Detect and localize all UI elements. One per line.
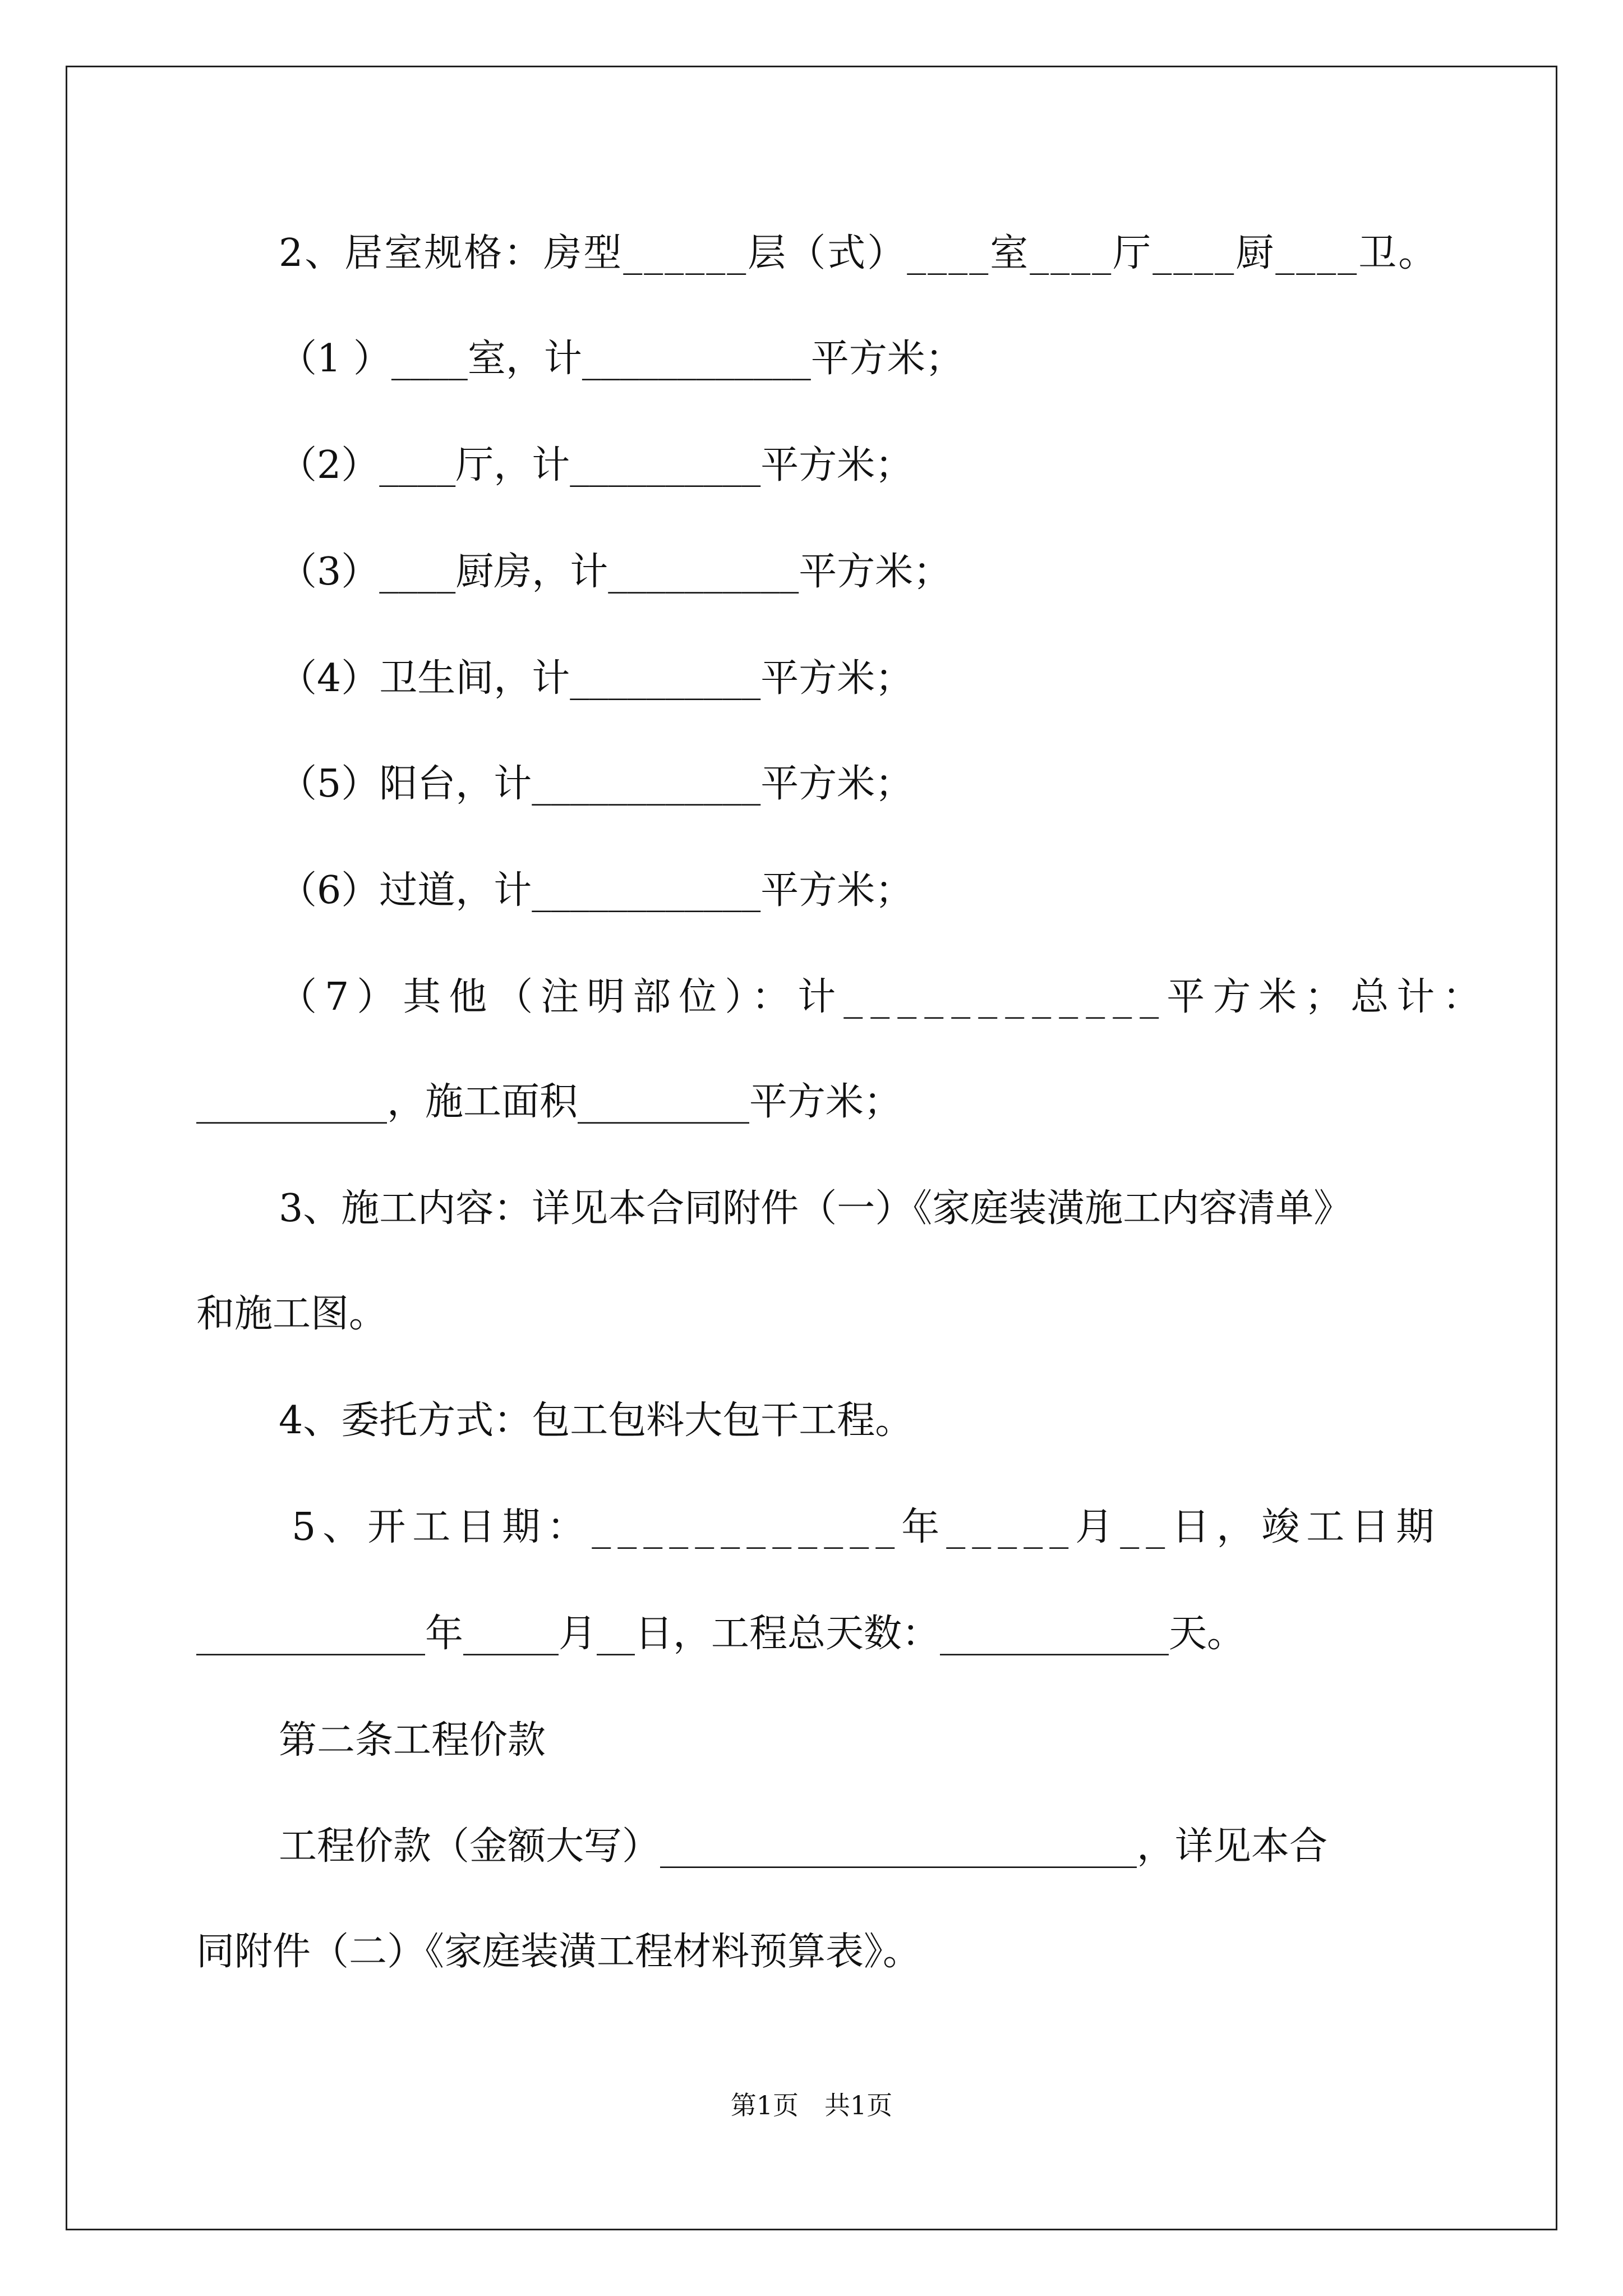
content-line: 3、施工内容：详见本合同附件（一）《家庭装潢施工内容清单》 xyxy=(279,1186,1352,1231)
price-line-cont: 同附件（二）《家庭装潢工程材料预算表》。 xyxy=(196,1930,921,1974)
price-line: 工程价款（金额大写）_________________________，详见本合 xyxy=(279,1824,1328,1869)
content-line-cont: 和施工图。 xyxy=(196,1292,388,1336)
article-two-heading: 第二条工程价款 xyxy=(279,1718,546,1763)
room-line-6: （6）过道，计____________平方米； xyxy=(279,868,914,913)
page-border xyxy=(66,66,1557,2230)
room-line-4: （4）卫生间，计__________平方米； xyxy=(279,656,914,701)
room-line-3: （3）____厨房，计__________平方米； xyxy=(279,550,952,594)
room-line-2: （2）____厅，计__________平方米； xyxy=(279,443,914,487)
commission-line: 4、委托方式：包工包料大包干工程。 xyxy=(279,1398,914,1443)
spec-line: 2、居室规格：房型______层（式）____室____厅____厨____卫。 xyxy=(279,231,1438,275)
area-total-line: __________，施工面积_________平方米； xyxy=(196,1080,902,1124)
start-date-line: 5、开工日期：____________年_____月__日，竣工日期 xyxy=(292,1505,1441,1549)
room-line-1: （1 ）____室，计____________平方米； xyxy=(279,337,963,381)
room-line-5: （5）阳台，计____________平方米； xyxy=(279,762,914,806)
end-date-line: ____________年_____月__日，工程总天数：____________天。 xyxy=(196,1612,1246,1656)
page-number: 第1页 共1页 xyxy=(730,2090,893,2120)
room-line-7: （7）其他（注明部位）：计____________平方米；总计： xyxy=(279,975,1489,1019)
